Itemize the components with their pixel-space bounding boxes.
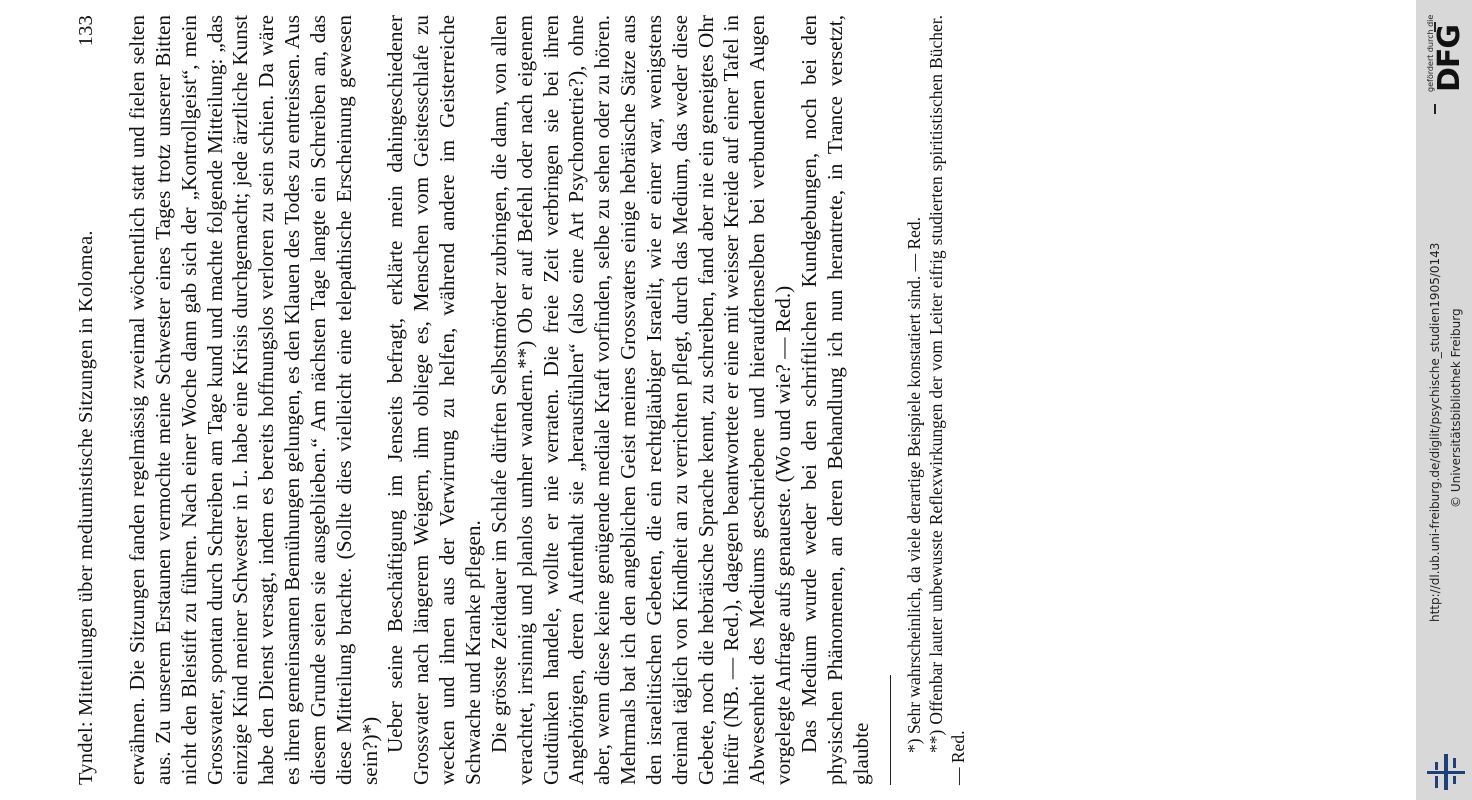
paragraph: Ueber seine Beschäftigung im Jenseits befragt, erklärte mein dahingeschiedener Grossvater nach längerem Weigern, ihm obliege es, Menschen vom Geistesschlafe zu wecken und ihnen aus der Verwirrung zu helfen, während andere im Geisterreiche Schwache und Kranke pflegen. [383,15,485,785]
footnote: **) Offenbar lauter unbewusste Reflexwirkungen der vom Leiter eifrig studierten spiritistischen Bücher. — Red. [926,15,969,785]
library-credit: © Universitätsbibliothek Freiburg [1449,308,1463,508]
footnote: *) Sehr wahrscheinlich, da viele derartige Beispiele konstatiert sind. — Red. [904,216,925,753]
scanned-page [75,15,1285,785]
paragraph: erwähnen. Die Sitzungen fanden regelmässig zweimal wöchentlich statt und fielen selten aus. Zu unserem Erstaunen vermochte meine Schwester eines Tages trotz unserer Bitten nicht den Bleistift zu führen. Nach einer Woche dann gab sich der „Kontrollgeist“, mein Grossvater, spontan durch Schreiben am Tage kund und machte folgende Mitteilung: „das einzige Kind meiner Schwester in L. habe eine Krisis durchgemacht; jede ärztliche Kunst habe den Dienst versagt, indem es bereits hoffnungslos verloren zu sein schien. Da wäre es ihren gemeinsamen Bemühungen gelungen, es den Klauen des Todes zu entreissen. Aus diesem Grunde seien sie ausgeblieben.“ Am nächsten Tage langte ein Schreiben an, das diese Mitteilung brachte. (Sollte dies vielleicht eine telepathische Erscheinung gewesen sein?)*) [125,15,382,785]
permalink-url[interactable]: http://dl.ub.uni-freiburg.de/diglit/psychische_studien1905/0143 [1428,242,1442,622]
dfg-logo-text: DFG [1432,24,1467,92]
page-number: 133 [75,15,97,47]
university-library-logo-icon [1425,752,1467,792]
paragraph: Das Medium wurde weder bei den schriftlichen Kundgebungen, noch bei den physischen Phänomenen, an deren Behandlung ich nun herantrete, in Trance versetzt, glaubte [796,15,873,785]
footnote-rule [890,675,891,785]
paragraph: Die grösste Zeitdauer im Schlafe dürften Selbstmörder zubringen, die dann, von allen verachtet, irrsinnig und planlos umher wandern.**) Ob er auf Befehl oder nach eigenem Gutdünken handele, wollte er nie verraten. Die freie Zeit verbringen sie bei ihren Angehörigen, deren Aufenthalt sie „herausfühlen“ (also eine Art Psychometrie?), ohne aber, wenn diese keine genügende mediale Kraft vorfinden, selbe zu sehen oder zu hören. Mehrmals bat ich den angeblichen Geist meines Grossvaters einige hebräische Sätze aus den israelitischen Gebeten, die ein rechtgläubiger Israelit, wie er einer war, wenigstens dreimal täglich von Kindheit an zu verrichten pflegt, durch das Medium, das weder diese Gebete, noch die hebräische Sprache kennt, zu schreiben, fand aber nie ein geneigtes Ohr hiefür (NB. — Red.), dagegen beantwortete er eine mit weisser Kreide auf einer Tafel in Abwesenheit des Mediums geschriebene und hieraufdenselben bei verbundenen Augen vorgelegte Anfrage aufs genaueste. (Wo und wie? — Red.) [486,15,796,785]
scale-tick [1434,104,1436,114]
viewer-sidebar [1416,0,1472,800]
body-text [125,15,874,785]
running-head: Tyndel: Mitteilungen über mediumistische Sitzungen in Kolomea. [75,230,97,785]
footnotes [903,15,969,785]
funding-note: gefördert durch die [1426,14,1435,92]
page-header [75,15,105,785]
dfg-logo [1432,12,1466,92]
